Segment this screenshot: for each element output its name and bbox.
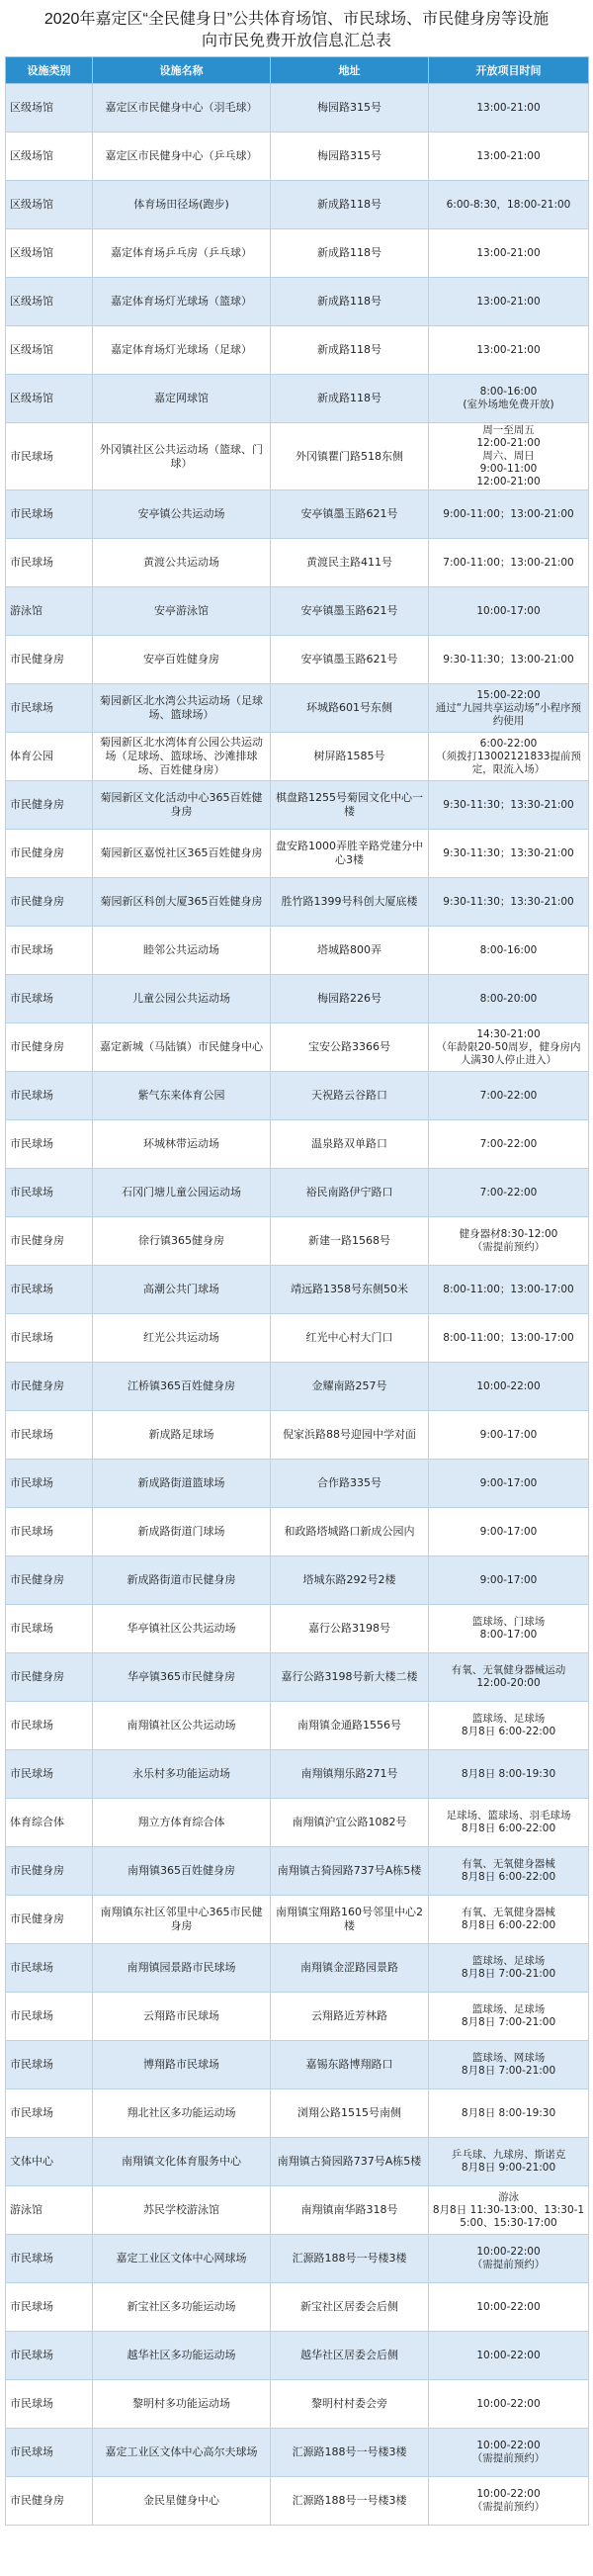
cell-address: 南翔镇沪宜公路1082号	[271, 1799, 429, 1847]
table-row	[6, 1944, 589, 1993]
cell-facility-type: 市民球场	[6, 490, 93, 539]
cell-facility-type: 市民球场	[6, 2332, 93, 2380]
cell-facility-type: 市民球场	[6, 1120, 93, 1169]
cell-facility-name: 嘉定区市民健身中心（羽毛球）	[93, 84, 271, 133]
cell-open-time: 9:30-11:30；13:30-21:00	[429, 781, 589, 830]
cell-facility-name: 体育场田径场(跑步)	[93, 181, 271, 229]
cell-facility-name: 江桥镇365百姓健身房	[93, 1363, 271, 1411]
cell-facility-name: 菊园新区文化活动中心365百姓健身房	[93, 781, 271, 830]
title-line-2: 向市民免费开放信息汇总表	[201, 33, 391, 49]
cell-facility-type: 区级场馆	[6, 229, 93, 278]
cell-open-time: 6:00-8:30，18:00-21:00	[429, 181, 589, 229]
cell-facility-type: 市民球场	[6, 2089, 93, 2138]
cell-facility-type: 市民健身房	[6, 1217, 93, 1266]
cell-open-time: 9:30-11:30；13:30-21:00	[429, 878, 589, 927]
cell-open-time: 10:00-22:00	[429, 2380, 589, 2429]
cell-facility-type: 市民健身房	[6, 1363, 93, 1411]
cell-address: 嘉锡东路博翔路口	[271, 2041, 429, 2089]
cell-facility-name: 嘉定体育场灯光球场（足球）	[93, 326, 271, 375]
table-row	[6, 1653, 589, 1702]
table-row	[6, 490, 589, 539]
header-type: 设施类别	[6, 57, 93, 84]
cell-facility-name: 安亭百姓健身房	[93, 636, 271, 684]
cell-open-time: 15:00-22:00 通过“九园共享运动场”小程序预约使用	[429, 684, 589, 733]
cell-facility-type: 市民球场	[6, 975, 93, 1023]
cell-open-time: 有氧、无氧健身器械运动 12:00-20:00	[429, 1653, 589, 1702]
cell-facility-type: 体育公园	[6, 733, 93, 781]
cell-facility-name: 安亭镇公共运动场	[93, 490, 271, 539]
cell-facility-type: 市民健身房	[6, 1847, 93, 1896]
cell-facility-type: 市民球场	[6, 1508, 93, 1556]
table-row	[6, 1556, 589, 1605]
cell-address: 安亭镇墨玉路621号	[271, 636, 429, 684]
cell-open-time: 10:00-22:00 （需提前预约）	[429, 2429, 589, 2477]
cell-address: 越华社区居委会后侧	[271, 2332, 429, 2380]
cell-open-time: 8:00-11:00；13:00-17:00	[429, 1314, 589, 1363]
cell-address: 梅园路226号	[271, 975, 429, 1023]
cell-facility-name: 嘉定体育场乒乓房（乒乓球）	[93, 229, 271, 278]
cell-facility-name: 华亭镇社区公共运动场	[93, 1605, 271, 1653]
table-row	[6, 781, 589, 830]
cell-facility-name: 南翔镇365百姓健身房	[93, 1847, 271, 1896]
cell-address: 南翔镇古猗园路737号A栋5楼	[271, 2138, 429, 2186]
cell-address: 嘉行公路3198号	[271, 1605, 429, 1653]
table-row	[6, 1460, 589, 1508]
cell-facility-type: 市民球场	[6, 2380, 93, 2429]
cell-facility-name: 华亭镇365市民健身房	[93, 1653, 271, 1702]
table-row	[6, 1799, 589, 1847]
cell-facility-name: 嘉定新城（马陆镇）市民健身中心	[93, 1023, 271, 1072]
cell-address: 梅园路315号	[271, 133, 429, 181]
cell-facility-type: 市民健身房	[6, 2477, 93, 2526]
cell-address: 环城路601号东侧	[271, 684, 429, 733]
cell-address: 盘安路1000弄胜辛路党建分中心3楼	[271, 830, 429, 878]
cell-open-time: 7:00-11:00；13:00-21:00	[429, 539, 589, 587]
cell-open-time: 游泳 8月8日 11:30-13:00、13:30-15:00、15:30-17:00	[429, 2186, 589, 2235]
cell-open-time: 9:30-11:30；13:00-21:00	[429, 636, 589, 684]
cell-address: 南翔镇翔乐路271号	[271, 1750, 429, 1799]
cell-address: 南翔镇金涩路园景路	[271, 1944, 429, 1993]
cell-facility-type: 区级场馆	[6, 133, 93, 181]
cell-facility-type: 市民球场	[6, 2041, 93, 2089]
cell-open-time: 13:00-21:00	[429, 84, 589, 133]
cell-facility-type: 游泳馆	[6, 2186, 93, 2235]
table-row	[6, 587, 589, 636]
cell-facility-name: 儿童公园公共运动场	[93, 975, 271, 1023]
table-row	[6, 878, 589, 927]
cell-address: 裕民南路伊宁路口	[271, 1169, 429, 1217]
cell-facility-type: 市民健身房	[6, 830, 93, 878]
cell-facility-name: 红光公共运动场	[93, 1314, 271, 1363]
cell-address: 靖远路1358号东侧50米	[271, 1266, 429, 1314]
cell-open-time: 13:00-21:00	[429, 278, 589, 326]
cell-open-time: 有氧、无氧健身器械 8月8日 6:00-22:00	[429, 1847, 589, 1896]
cell-facility-name: 南翔镇东社区邻里中心365市民健身房	[93, 1896, 271, 1944]
cell-address: 塔城东路292号2楼	[271, 1556, 429, 1605]
cell-open-time: 7:00-22:00	[429, 1072, 589, 1120]
cell-facility-type: 区级场馆	[6, 375, 93, 423]
cell-facility-type: 市民健身房	[6, 1653, 93, 1702]
cell-facility-name: 紫气东来体育公园	[93, 1072, 271, 1120]
cell-open-time: 8:00-20:00	[429, 975, 589, 1023]
cell-address: 汇源路188号一号楼3楼	[271, 2235, 429, 2283]
cell-facility-type: 文体中心	[6, 2138, 93, 2186]
cell-facility-name: 翔北社区多功能运动场	[93, 2089, 271, 2138]
cell-facility-type: 市民球场	[6, 2283, 93, 2332]
table-row	[6, 2429, 589, 2477]
table-row	[6, 1750, 589, 1799]
cell-open-time: 13:00-21:00	[429, 326, 589, 375]
cell-open-time: 6:00-22:00 （须拨打13002121833提前预定，限流入场）	[429, 733, 589, 781]
cell-facility-type: 市民球场	[6, 1702, 93, 1750]
cell-facility-type: 市民球场	[6, 1605, 93, 1653]
cell-open-time: 9:00-17:00	[429, 1460, 589, 1508]
table-row	[6, 84, 589, 133]
table-row	[6, 1023, 589, 1072]
cell-address: 胜竹路1399号科创大厦底楼	[271, 878, 429, 927]
cell-facility-name: 金民星健身中心	[93, 2477, 271, 2526]
cell-open-time: 14:30-21:00 （年龄限20-50周岁，健身房内人满30人停止进入）	[429, 1023, 589, 1072]
cell-address: 新成路118号	[271, 375, 429, 423]
cell-address: 金耀南路257号	[271, 1363, 429, 1411]
cell-facility-name: 安亭游泳馆	[93, 587, 271, 636]
cell-facility-type: 区级场馆	[6, 181, 93, 229]
cell-facility-name: 新宝社区多功能运动场	[93, 2283, 271, 2332]
cell-open-time: 7:00-22:00	[429, 1169, 589, 1217]
cell-open-time: 13:00-21:00	[429, 133, 589, 181]
table-row	[6, 2235, 589, 2283]
cell-facility-name: 越华社区多功能运动场	[93, 2332, 271, 2380]
cell-open-time: 篮球场、足球场 8月8日 6:00-22:00	[429, 1702, 589, 1750]
cell-facility-name: 南翔镇社区公共运动场	[93, 1702, 271, 1750]
cell-address: 新成路118号	[271, 229, 429, 278]
cell-facility-type: 市民球场	[6, 423, 93, 490]
cell-open-time: 9:00-11:00；13:00-21:00	[429, 490, 589, 539]
cell-facility-name: 嘉定网球馆	[93, 375, 271, 423]
cell-address: 梅园路315号	[271, 84, 429, 133]
table-row	[6, 1702, 589, 1750]
cell-address: 汇源路188号一号楼3楼	[271, 2429, 429, 2477]
cell-open-time: 10:00-22:00 （需提前预约）	[429, 2235, 589, 2283]
cell-open-time: 9:00-17:00	[429, 1556, 589, 1605]
cell-facility-name: 石冈门塘儿童公园运动场	[93, 1169, 271, 1217]
cell-open-time: 乒乓球、九球房、斯诺克 8月8日 9:00-21:00	[429, 2138, 589, 2186]
cell-open-time: 8:00-16:00	[429, 927, 589, 975]
cell-address: 温泉路双单路口	[271, 1120, 429, 1169]
cell-facility-type: 市民健身房	[6, 636, 93, 684]
cell-address: 南翔镇古猗园路737号A栋5楼	[271, 1847, 429, 1896]
cell-open-time: 8:00-11:00；13:00-17:00	[429, 1266, 589, 1314]
table-row	[6, 975, 589, 1023]
cell-facility-type: 体育综合体	[6, 1799, 93, 1847]
cell-address: 倪家浜路88号迎园中学对面	[271, 1411, 429, 1460]
cell-facility-type: 市民健身房	[6, 878, 93, 927]
cell-address: 棋盘路1255号菊园文化中心一楼	[271, 781, 429, 830]
cell-facility-type: 市民球场	[6, 1072, 93, 1120]
cell-address: 新成路118号	[271, 181, 429, 229]
cell-address: 新宝社区居委会后侧	[271, 2283, 429, 2332]
cell-open-time: 7:00-22:00	[429, 1120, 589, 1169]
cell-open-time: 健身器材8:30-12:00 （需提前预约）	[429, 1217, 589, 1266]
table-row	[6, 326, 589, 375]
cell-facility-type: 市民健身房	[6, 1556, 93, 1605]
cell-open-time: 10:00-17:00	[429, 587, 589, 636]
cell-open-time: 13:00-21:00	[429, 229, 589, 278]
cell-facility-type: 市民健身房	[6, 1896, 93, 1944]
cell-facility-name: 菊园新区科创大厦365百姓健身房	[93, 878, 271, 927]
cell-facility-name: 黎明村多功能运动场	[93, 2380, 271, 2429]
cell-open-time: 10:00-22:00	[429, 2332, 589, 2380]
cell-address: 树屏路1585号	[271, 733, 429, 781]
cell-open-time: 有氧、无氧健身器械 8月8日 6:00-22:00	[429, 1896, 589, 1944]
cell-facility-name: 云翔路市民球场	[93, 1993, 271, 2041]
cell-open-time: 篮球场、网球场 8月8日 7:00-21:00	[429, 2041, 589, 2089]
cell-facility-type: 区级场馆	[6, 278, 93, 326]
table-row	[6, 2332, 589, 2380]
table-row	[6, 181, 589, 229]
table-row	[6, 2138, 589, 2186]
cell-facility-name: 南翔镇园景路市民球场	[93, 1944, 271, 1993]
cell-facility-name: 新成路街道市民健身房	[93, 1556, 271, 1605]
cell-address: 和政路塔城路口新成公园内	[271, 1508, 429, 1556]
cell-open-time: 9:30-11:30；13:30-21:00	[429, 830, 589, 878]
table-row	[6, 539, 589, 587]
cell-facility-name: 菊园新区北水湾体育公园公共运动场（足球场、篮球场、沙滩排球场、百姓健身房）	[93, 733, 271, 781]
cell-address: 红光中心村大门口	[271, 1314, 429, 1363]
cell-facility-name: 新成路街道篮球场	[93, 1460, 271, 1508]
cell-address: 外冈镇瞿门路518东侧	[271, 423, 429, 490]
table-row	[6, 1314, 589, 1363]
cell-open-time: 周一至周五 12:00-21:00 周六、周日 9:00-11:00 12:00-21:00	[429, 423, 589, 490]
table-row	[6, 1169, 589, 1217]
cell-facility-name: 高潮公共门球场	[93, 1266, 271, 1314]
table-row	[6, 1411, 589, 1460]
cell-open-time: 10:00-22:00	[429, 1363, 589, 1411]
cell-facility-type: 游泳馆	[6, 587, 93, 636]
title-line-1: 2020年嘉定区“全民健身日”公共体育场馆、市民球场、市民健身房等设施	[43, 11, 550, 28]
cell-address: 安亭镇墨玉路621号	[271, 587, 429, 636]
cell-open-time: 篮球场、足球场 8月8日 7:00-21:00	[429, 1993, 589, 2041]
cell-facility-name: 博翔路市民球场	[93, 2041, 271, 2089]
cell-facility-type: 市民球场	[6, 1993, 93, 2041]
cell-facility-type: 市民球场	[6, 1460, 93, 1508]
cell-facility-type: 市民健身房	[6, 781, 93, 830]
cell-facility-name: 嘉定工业区文体中心高尔夫球场	[93, 2429, 271, 2477]
cell-open-time: 8月8日 8:00-19:30	[429, 2089, 589, 2138]
table-row	[6, 1363, 589, 1411]
table-row	[6, 2041, 589, 2089]
header-name: 设施名称	[93, 57, 271, 84]
cell-facility-name: 黄渡公共运动场	[93, 539, 271, 587]
table-row	[6, 2283, 589, 2332]
cell-facility-type: 市民球场	[6, 1411, 93, 1460]
cell-open-time: 8月8日 8:00-19:30	[429, 1750, 589, 1799]
header-time: 开放项目时间	[429, 57, 589, 84]
cell-address: 浏翔公路1515号南侧	[271, 2089, 429, 2138]
cell-open-time: 9:00-17:00	[429, 1508, 589, 1556]
cell-address: 汇源路188号一号楼3楼	[271, 2477, 429, 2526]
table-row	[6, 684, 589, 733]
cell-facility-name: 苏民学校游泳馆	[93, 2186, 271, 2235]
table-row	[6, 733, 589, 781]
table-row	[6, 1605, 589, 1653]
cell-open-time: 8:00-16:00 (室外场地免费开放)	[429, 375, 589, 423]
table-row	[6, 2380, 589, 2429]
header-row	[6, 57, 589, 84]
cell-address: 新成路118号	[271, 326, 429, 375]
cell-facility-type: 市民球场	[6, 927, 93, 975]
cell-open-time: 足球场、篮球场、羽毛球场 8月8日 6:00-22:00	[429, 1799, 589, 1847]
cell-address: 云翔路近芳林路	[271, 1993, 429, 2041]
table-row	[6, 2089, 589, 2138]
table-row	[6, 1896, 589, 1944]
cell-address: 合作路335号	[271, 1460, 429, 1508]
table-row	[6, 830, 589, 878]
cell-facility-type: 区级场馆	[6, 326, 93, 375]
header-address: 地址	[271, 57, 429, 84]
table-row	[6, 2186, 589, 2235]
cell-facility-name: 嘉定区市民健身中心（乒乓球）	[93, 133, 271, 181]
table-row	[6, 1847, 589, 1896]
cell-facility-name: 永乐村多功能运动场	[93, 1750, 271, 1799]
cell-facility-name: 菊园新区北水湾公共运动场（足球场、篮球场）	[93, 684, 271, 733]
cell-address: 塔城路800弄	[271, 927, 429, 975]
cell-address: 嘉行公路3198号新大楼二楼	[271, 1653, 429, 1702]
cell-facility-type: 市民球场	[6, 1750, 93, 1799]
table-row	[6, 375, 589, 423]
cell-address: 南翔镇南华路318号	[271, 2186, 429, 2235]
cell-open-time: 篮球场、足球场 8月8日 7:00-21:00	[429, 1944, 589, 1993]
table-body	[6, 84, 589, 2526]
cell-address: 黎明村村委会旁	[271, 2380, 429, 2429]
table-row	[6, 1072, 589, 1120]
cell-facility-type: 市民球场	[6, 1266, 93, 1314]
facility-table	[5, 56, 589, 2526]
cell-facility-name: 菊园新区嘉悦社区365百姓健身房	[93, 830, 271, 878]
cell-address: 南翔镇宝翔路160号邻里中心2楼	[271, 1896, 429, 1944]
cell-address: 新成路118号	[271, 278, 429, 326]
cell-address: 新建一路1568号	[271, 1217, 429, 1266]
cell-open-time: 9:00-17:00	[429, 1411, 589, 1460]
cell-address: 宝安公路3366号	[271, 1023, 429, 1072]
cell-address: 天祝路云谷路口	[271, 1072, 429, 1120]
table-row	[6, 133, 589, 181]
cell-facility-name: 南翔镇文化体育服务中心	[93, 2138, 271, 2186]
table-row	[6, 1217, 589, 1266]
cell-open-time: 篮球场、门球场 8:00-17:00	[429, 1605, 589, 1653]
cell-facility-type: 市民球场	[6, 684, 93, 733]
document-title	[5, 5, 588, 56]
table-row	[6, 927, 589, 975]
cell-facility-type: 区级场馆	[6, 84, 93, 133]
cell-facility-type: 市民球场	[6, 539, 93, 587]
cell-facility-type: 市民球场	[6, 1944, 93, 1993]
cell-address: 黄渡民主路411号	[271, 539, 429, 587]
cell-facility-name: 徐行镇365健身房	[93, 1217, 271, 1266]
cell-address: 安亭镇墨玉路621号	[271, 490, 429, 539]
cell-open-time: 10:00-22:00	[429, 2283, 589, 2332]
table-row	[6, 1508, 589, 1556]
table-row	[6, 2477, 589, 2526]
table-row	[6, 278, 589, 326]
table-row	[6, 1266, 589, 1314]
cell-facility-name: 新成路街道门球场	[93, 1508, 271, 1556]
cell-open-time: 10:00-22:00 （需提前预约）	[429, 2477, 589, 2526]
cell-facility-name: 新成路足球场	[93, 1411, 271, 1460]
cell-facility-name: 环城林带运动场	[93, 1120, 271, 1169]
cell-facility-type: 市民球场	[6, 1169, 93, 1217]
table-row	[6, 1120, 589, 1169]
cell-facility-type: 市民健身房	[6, 1023, 93, 1072]
table-row	[6, 229, 589, 278]
cell-address: 南翔镇金通路1556号	[271, 1702, 429, 1750]
table-row	[6, 636, 589, 684]
table-row	[6, 1993, 589, 2041]
cell-facility-name: 嘉定工业区文体中心网球场	[93, 2235, 271, 2283]
table-row	[6, 423, 589, 490]
cell-facility-name: 嘉定体育场灯光球场（篮球）	[93, 278, 271, 326]
cell-facility-type: 市民球场	[6, 2235, 93, 2283]
cell-facility-type: 市民球场	[6, 1314, 93, 1363]
cell-facility-name: 翔立方体育综合体	[93, 1799, 271, 1847]
cell-facility-type: 市民球场	[6, 2429, 93, 2477]
cell-facility-name: 外冈镇社区公共运动场（篮球、门球）	[93, 423, 271, 490]
cell-facility-name: 睦邻公共运动场	[93, 927, 271, 975]
